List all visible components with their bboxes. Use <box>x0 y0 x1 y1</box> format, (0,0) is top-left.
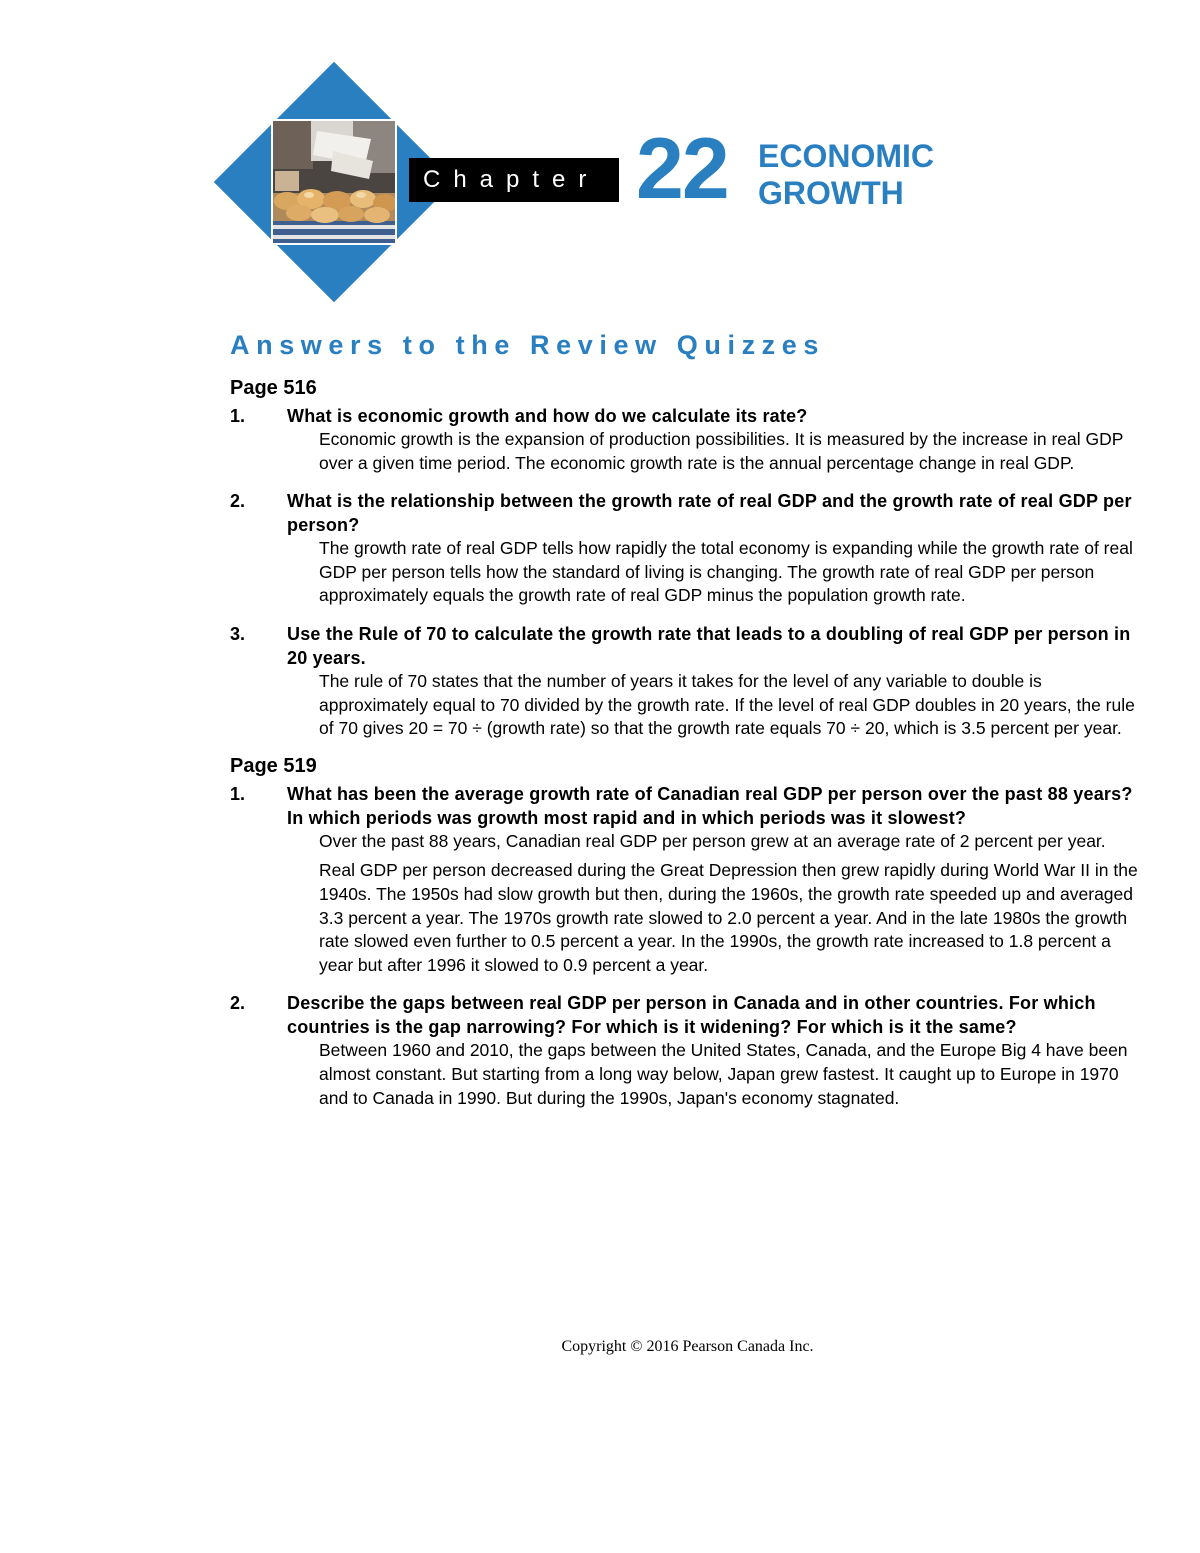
quiz-groups <box>230 377 1140 1110</box>
question-number: 3. <box>230 623 246 644</box>
answer-paragraph: Economic growth is the expansion of production possibilities. It is measured by the increase in real GDP over a given time period. The economic growth rate is the annual percentage change in real GDP. <box>319 429 1124 473</box>
answer-paragraph: Between 1960 and 2010, the gaps between the United States, Canada, and the Europe Big 4 have been almost constant. But starting from a long way below, Japan grew fastest. It caught up to Europe in 1970 and to Canada in 1990. But during the 1990s, Japan's economy stagnated. <box>319 1040 1128 1108</box>
question-item <box>230 404 1140 475</box>
question-number: 1. <box>230 406 246 426</box>
answer-paragraph: The growth rate of real GDP tells how rapidly the total economy is expanding while the growth rate of real GDP per person tells how the standard of living is changing. The growth rate of real GDP per person approximately equals the growth rate of real GDP minus the population growth rate. <box>319 538 1133 606</box>
answer-block <box>287 670 1140 741</box>
question-item <box>230 782 1140 978</box>
chapter-title-line-1: ECONOMIC <box>758 138 934 174</box>
quiz-page-section <box>230 755 1140 1110</box>
chapter-number: 22 <box>636 121 728 217</box>
question-text: Use the Rule of 70 to calculate the growth rate that leads to a doubling of real GDP per person in 20 years. <box>287 623 1131 668</box>
answer-paragraph: Over the past 88 years, Canadian real GDP per person grew at an average rate of 2 percent per year. <box>319 830 1106 851</box>
answer-block <box>287 1039 1140 1110</box>
page-label: Page 519 <box>230 754 317 777</box>
question-number: 2. <box>230 491 246 512</box>
question-text: What is the relationship between the growth rate of real GDP and the growth rate of real GDP per person? <box>287 491 1132 536</box>
question-number: 2. <box>230 993 246 1014</box>
answer-paragraph: Real GDP per person decreased during the Great Depression then grew rapidly during World War II in the 1940s. The 1950s had slow growth but then, during the 1960s, the growth rate speeded up and averaged 3.3 percent a year. The 1970s growth rate slowed to 2.0 percent a year. And in the late 1980s the growth rate slowed even further to 0.5 percent a year. In the 1990s, the growth rate increased to 1.8 percent a year but after 1996 it slowed to 0.9 percent a year. <box>319 860 1138 975</box>
question-item <box>230 489 1140 608</box>
chapter-header <box>0 0 1200 320</box>
chapter-title-line-2: GROWTH <box>758 175 904 211</box>
chapter-title <box>758 138 934 212</box>
chapter-label: Chapter <box>409 158 619 202</box>
answer-block <box>287 428 1140 475</box>
answer-block <box>287 830 1140 978</box>
bread-basket-photo <box>271 119 397 245</box>
answer-paragraph: The rule of 70 states that the number of years it takes for the level of any variable to double is approximately equal to 70 divided by the growth rate. If the level of real GDP doubles in 20 years, the rule of 70 gives 20 = 70 ÷ (growth rate) so that the growth rate equals 70 ÷ 20, which is 3.5 percent per year. <box>319 670 1135 739</box>
question-item <box>230 991 1140 1110</box>
document-content <box>230 330 1140 1124</box>
copyright-footer: Copyright © 2016 Pearson Canada Inc. <box>561 1338 814 1355</box>
quiz-page-section <box>230 377 1140 741</box>
question-text: Describe the gaps between real GDP per person in Canada and in other countries. For which countries is the gap narrowing? For which is it widening? For which is it the same? <box>287 993 1096 1038</box>
question-number: 1. <box>230 783 246 804</box>
question-text: What has been the average growth rate of Canadian real GDP per person over the past 88 years? In which periods was growth most rapid and in which periods was it slowest? <box>287 783 1133 828</box>
question-item <box>230 622 1140 741</box>
section-heading: Answers to the Review Quizzes <box>230 330 826 360</box>
page-label: Page 516 <box>230 377 317 399</box>
answer-block <box>287 537 1140 608</box>
question-text: What is economic growth and how do we calculate its rate? <box>287 406 808 426</box>
